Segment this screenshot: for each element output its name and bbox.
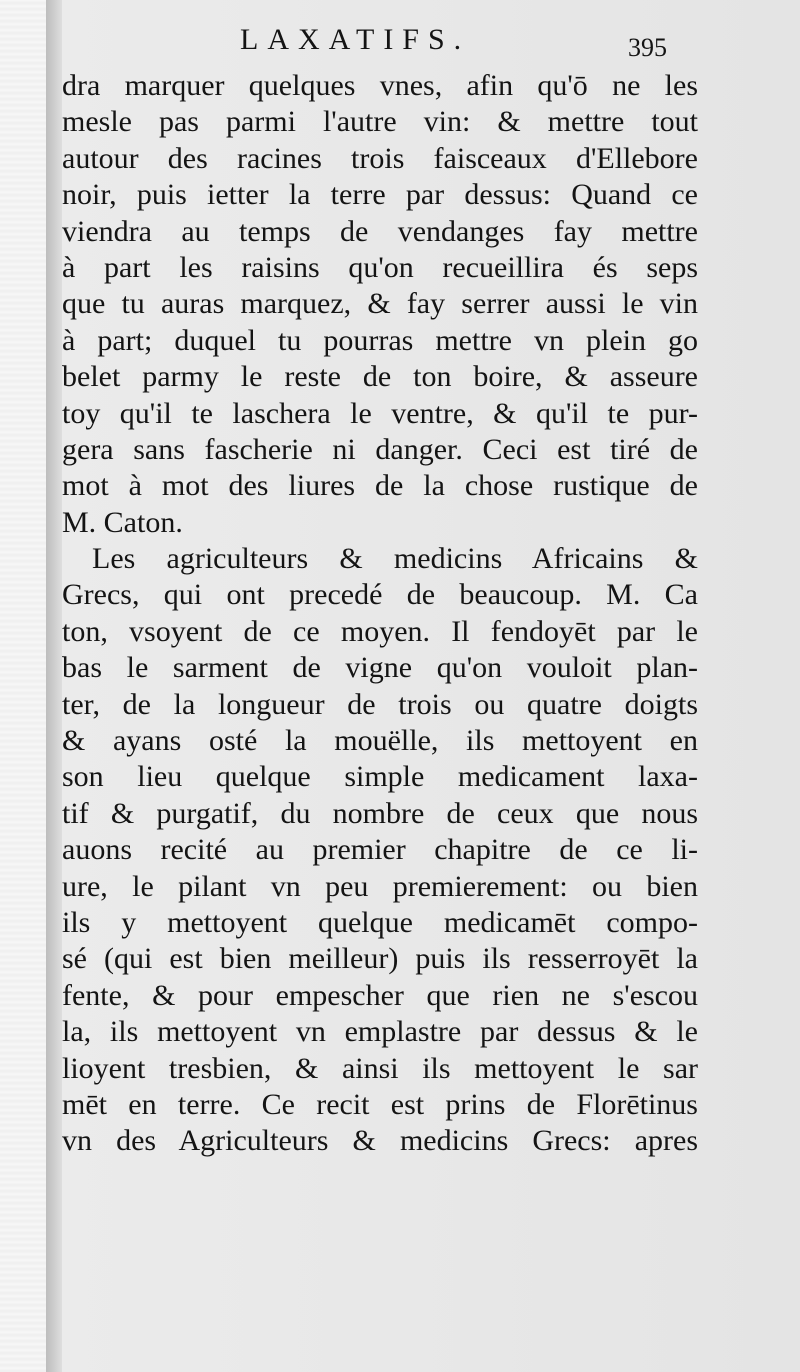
text-line: bas le sarment de vigne qu'on vouloit plan-	[62, 651, 698, 685]
binding-shadow	[46, 0, 62, 1372]
text-line: vn des Agriculteurs & medicins Grecs: apres	[62, 1124, 698, 1158]
text-line: à part; duquel tu pourras mettre vn plein go	[62, 323, 698, 357]
text-line: mēt en terre. Ce recit est prins de Florētinus	[62, 1087, 698, 1121]
paragraph-first-line: Les agriculteurs & medicins Africains &	[92, 542, 698, 576]
text-line: gera sans fascherie ni danger. Ceci est tiré de	[62, 432, 698, 466]
text-line: dra marquer quelques vnes, afin qu'ō ne les	[62, 69, 698, 102]
text-line: la, ils mettoyent vn emplastre par dessus & le	[62, 1015, 698, 1049]
text-line: fente, & pour empescher que rien ne s'escou	[62, 978, 698, 1012]
text-line: ils y mettoyent quelque medicamēt compo-	[62, 905, 698, 939]
text-line: à part les raisins qu'on recueillira és seps	[62, 250, 698, 284]
text-line: ton, vsoyent de ce moyen. Il fendoyēt par le	[62, 614, 698, 648]
text-line: lioyent tresbien, & ainsi ils mettoyent le sar	[62, 1051, 698, 1085]
text-line: M. Caton.	[62, 505, 183, 539]
text-line: toy qu'il te laschera le ventre, & qu'il te pur-	[62, 396, 698, 430]
body-text	[62, 68, 698, 1160]
text-line: ter, de la longueur de trois ou quatre doigts	[62, 687, 698, 721]
text-line: son lieu quelque simple medicament laxa-	[62, 760, 698, 794]
page-gutter	[0, 0, 46, 1372]
text-line: ure, le pilant vn peu premierement: ou bien	[62, 869, 698, 903]
running-header	[0, 18, 800, 68]
text-line: Grecs, qui ont precedé de beaucoup. M. Ca	[62, 578, 698, 612]
text-line: mot à mot des liures de la chose rustique de	[62, 469, 698, 503]
text-line: mesle pas parmi l'autre vin: & mettre tout	[62, 105, 698, 139]
text-line: autour des racines trois faisceaux d'Ellebore	[62, 141, 698, 175]
text-line: belet parmy le reste de ton boire, & asseure	[62, 360, 698, 394]
text-line: sé (qui est bien meilleur) puis ils resserroyēt la	[62, 942, 698, 976]
page-number: 395	[628, 33, 667, 62]
text-line: noir, puis ietter la terre par dessus: Quand ce	[62, 178, 698, 212]
text-line: tif & purgatif, du nombre de ceux que nous	[62, 796, 698, 830]
text-line: viendra au temps de vendanges fay mettre	[62, 214, 698, 248]
text-line: que tu auras marquez, & fay serrer aussi le vin	[62, 287, 698, 321]
running-title: LAXATIFS.	[240, 23, 471, 56]
text-line: & ayans osté la mouëlle, ils mettoyent en	[62, 724, 698, 758]
text-line: auons recité au premier chapitre de ce li-	[62, 833, 698, 867]
